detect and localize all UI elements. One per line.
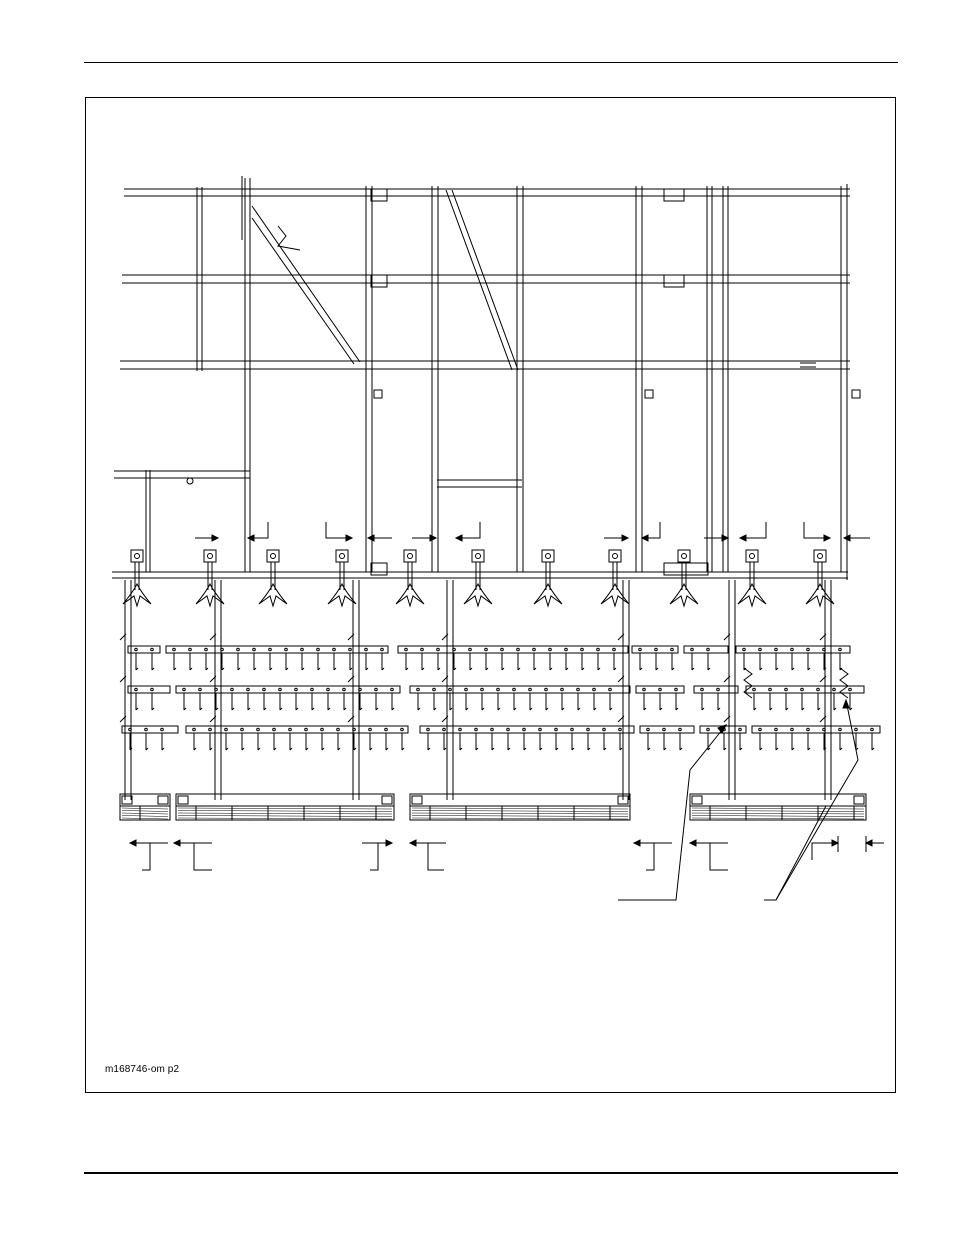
- tooth-bar-r2-s5: [694, 686, 738, 710]
- tooth-bar-r2-s3: [410, 686, 630, 710]
- rolling-baskets: [120, 794, 866, 820]
- tooth-bar-r3-s2: [186, 726, 408, 750]
- lower-dimension-arrows: [130, 836, 884, 870]
- diagonal-braces: [252, 190, 518, 370]
- tooth-bar-r2-s4: [636, 686, 684, 710]
- rolling-basket-3: [410, 794, 630, 820]
- frame-uprights: [146, 176, 847, 580]
- tooth-bar-r3-s3: [420, 726, 634, 750]
- harrow-arm-6: [724, 580, 735, 800]
- frame-rails: [112, 189, 850, 578]
- tooth-bar-r1-s4: [632, 646, 678, 670]
- tooth-bar-r3-s6: [752, 726, 880, 750]
- harrow-arm-2: [210, 580, 221, 800]
- harrow-tooth-bars: [120, 580, 880, 800]
- rolling-basket-4: [690, 794, 866, 820]
- tooth-bar-r3-s4: [640, 726, 694, 750]
- harrow-arm-7: [820, 580, 831, 800]
- tooth-bar-r2-s1: [128, 686, 170, 710]
- figure-reference-code: m168746-om p2: [105, 1064, 180, 1075]
- tooth-bar-r1-s5: [684, 646, 728, 670]
- tooth-bar-r2-s2: [176, 686, 400, 710]
- tooth-bar-r1-s2: [166, 646, 388, 670]
- tooth-bar-r1-s6: [736, 646, 850, 670]
- rolling-basket-2: [176, 794, 394, 820]
- harrow-arm-1: [120, 580, 131, 800]
- footer-rule: [84, 1172, 898, 1174]
- upper-dimension-arrows: [195, 522, 870, 541]
- tooth-bar-r1-s3: [398, 646, 628, 670]
- harrow-arm-5: [618, 580, 629, 800]
- rolling-basket-1: [120, 794, 170, 820]
- tooth-bar-r1-s1: [128, 646, 160, 670]
- tooth-bar-r3-s1: [122, 726, 178, 750]
- harrow-arm-3: [348, 580, 359, 800]
